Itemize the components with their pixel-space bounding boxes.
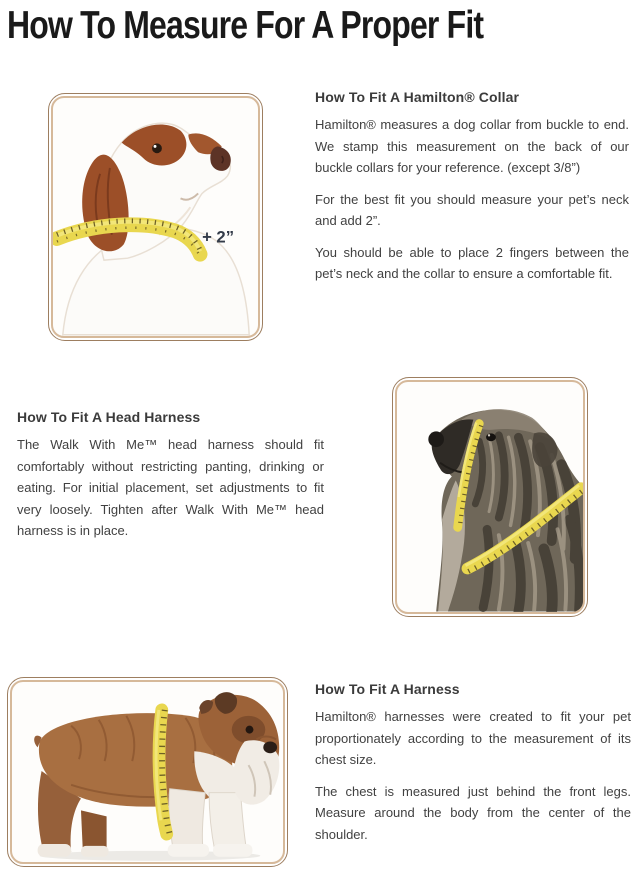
harness-paragraph-1: Hamilton® harnesses were created to fit your pet proportionately according to the measurement of its chest size. [315, 709, 631, 767]
collar-photo [51, 96, 260, 338]
collar-section-text [315, 89, 629, 295]
add-two-inches-label: + 2” [202, 227, 235, 247]
head-harness-photo-frame [392, 377, 588, 617]
collar-section-heading: How To Fit A Hamilton® Collar [315, 89, 520, 105]
head-harness-photo [395, 380, 585, 614]
harness-section-text [315, 681, 631, 855]
brindle-dog-muzzle-measure-photo [397, 382, 583, 612]
collar-paragraph-2: For the best fit you should measure your pet’s neck and add 2”. [315, 191, 629, 228]
harness-section-heading: How To Fit A Harness [315, 681, 460, 697]
harness-photo-frame [7, 677, 288, 867]
page-title: How To Measure For A Proper Fit [7, 4, 484, 47]
head-harness-section-heading: How To Fit A Head Harness [17, 409, 201, 425]
head-harness-section-text [17, 409, 324, 552]
dog-eye [486, 433, 496, 441]
harness-paragraph-2: The chest is measured just behind the front legs. Measure around the body from the center of the shoulder. [315, 783, 631, 842]
collar-paragraph-1: Hamilton® measures a dog collar from buckle to end. We stamp this measurement on the back of our buckle collars for your reference. (except 3/8”) [315, 117, 629, 175]
collar-photo-frame [48, 93, 263, 341]
dog-eye [152, 143, 162, 153]
harness-photo [10, 680, 285, 864]
head-harness-paragraph-1: The Walk With Me™ head harness should fit comfortably without restricting panting, drinking or eating. For initial placement, set adjustments to fit very loosely. Tighten after Walk With Me™ head harness is in place. [17, 437, 324, 538]
bulldog-chest-measure-photo [12, 682, 283, 862]
dog-eye [246, 726, 254, 734]
brittany-spaniel-neck-measure-photo [53, 98, 258, 336]
collar-paragraph-3: You should be able to place 2 fingers between the pet’s neck and the collar to ensure a comfortable fit. [315, 244, 629, 281]
